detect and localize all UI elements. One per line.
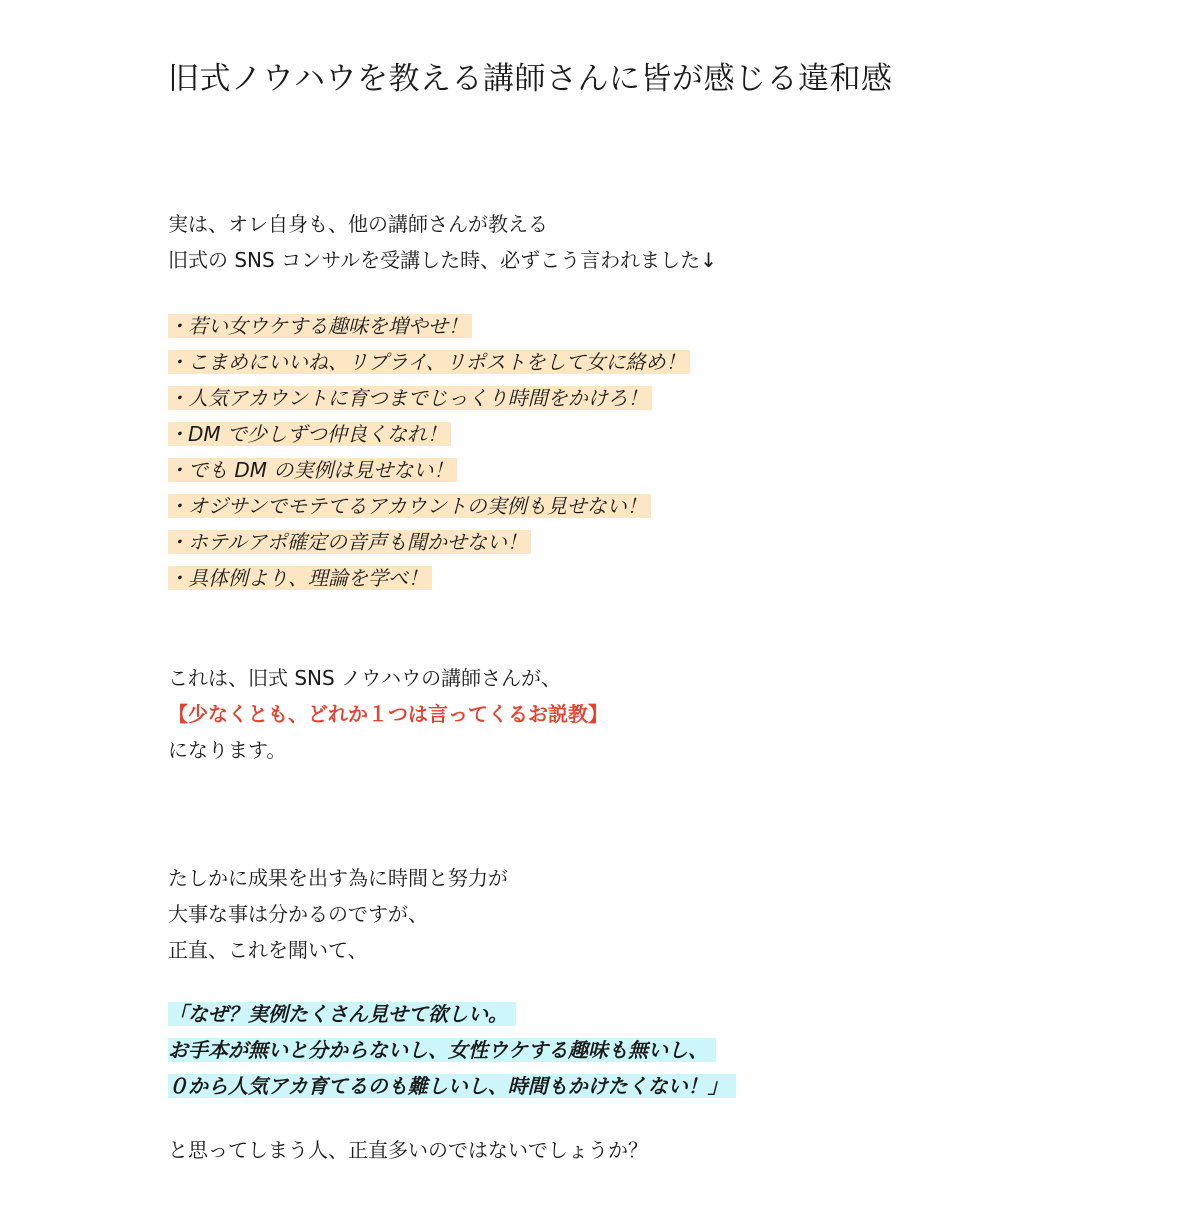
- quote-line: ０から人気アカ育てるのも難しいし、時間もかけたくない！」: [168, 1074, 736, 1098]
- advice-item: ・ホテルアポ確定の音声も聞かせない！: [168, 530, 531, 554]
- intro-paragraph: [168, 206, 717, 278]
- reflection-line: 大事な事は分かるのですが、: [168, 902, 428, 926]
- list-item: [168, 344, 690, 380]
- list-item: [168, 996, 736, 1032]
- summary-paragraph: [168, 660, 608, 768]
- summary-line: これは、旧式 SNS ノウハウの講師さんが、: [168, 666, 562, 690]
- advice-item: ・若い女ウケする趣味を増やせ！: [168, 314, 472, 338]
- advice-item: ・こまめにいいね、リプライ、リポストをして女に絡め！: [168, 350, 690, 374]
- reflection-line: 正直、これを聞いて、: [168, 938, 368, 962]
- emphasis-text: 【少なくとも、どれか１つは言ってくるお説教】: [168, 702, 608, 726]
- list-item: [168, 452, 690, 488]
- quote-block: [168, 996, 736, 1104]
- advice-item: ・人気アカウントに育つまでじっくり時間をかけろ！: [168, 386, 652, 410]
- quote-line: 「なぜ？実例たくさん見せて欲しい。: [168, 1002, 516, 1026]
- intro-line: 実は、オレ自身も、他の講師さんが教える: [168, 212, 548, 236]
- closing-line: と思ってしまう人、正直多いのではないでしょうか？: [168, 1138, 648, 1162]
- quote-line: お手本が無いと分からないし、女性ウケする趣味も無いし、: [168, 1038, 716, 1062]
- closing-paragraph: [168, 1132, 648, 1168]
- reflection-paragraph: [168, 860, 508, 968]
- advice-item: ・オジサンでモテてるアカウントの実例も見せない！: [168, 494, 651, 518]
- reflection-line: たしかに成果を出す為に時間と努力が: [168, 866, 508, 890]
- list-item: [168, 1032, 736, 1068]
- advice-list: [168, 308, 690, 596]
- page-title: 旧式ノウハウを教える講師さんに皆が感じる違和感: [168, 61, 893, 97]
- advice-item: ・でも DM の実例は見せない！: [168, 458, 457, 482]
- advice-item: ・DM で少しずつ仲良くなれ！: [168, 422, 451, 446]
- list-item: [168, 488, 690, 524]
- list-item: [168, 380, 690, 416]
- list-item: [168, 560, 690, 596]
- list-item: [168, 1068, 736, 1104]
- list-item: [168, 416, 690, 452]
- summary-line: になります。: [168, 738, 287, 762]
- intro-line: 旧式の SNS コンサルを受講した時、必ずこう言われました↓: [168, 248, 717, 272]
- advice-item: ・具体例より、理論を学べ！: [168, 566, 432, 590]
- list-item: [168, 308, 690, 344]
- list-item: [168, 524, 690, 560]
